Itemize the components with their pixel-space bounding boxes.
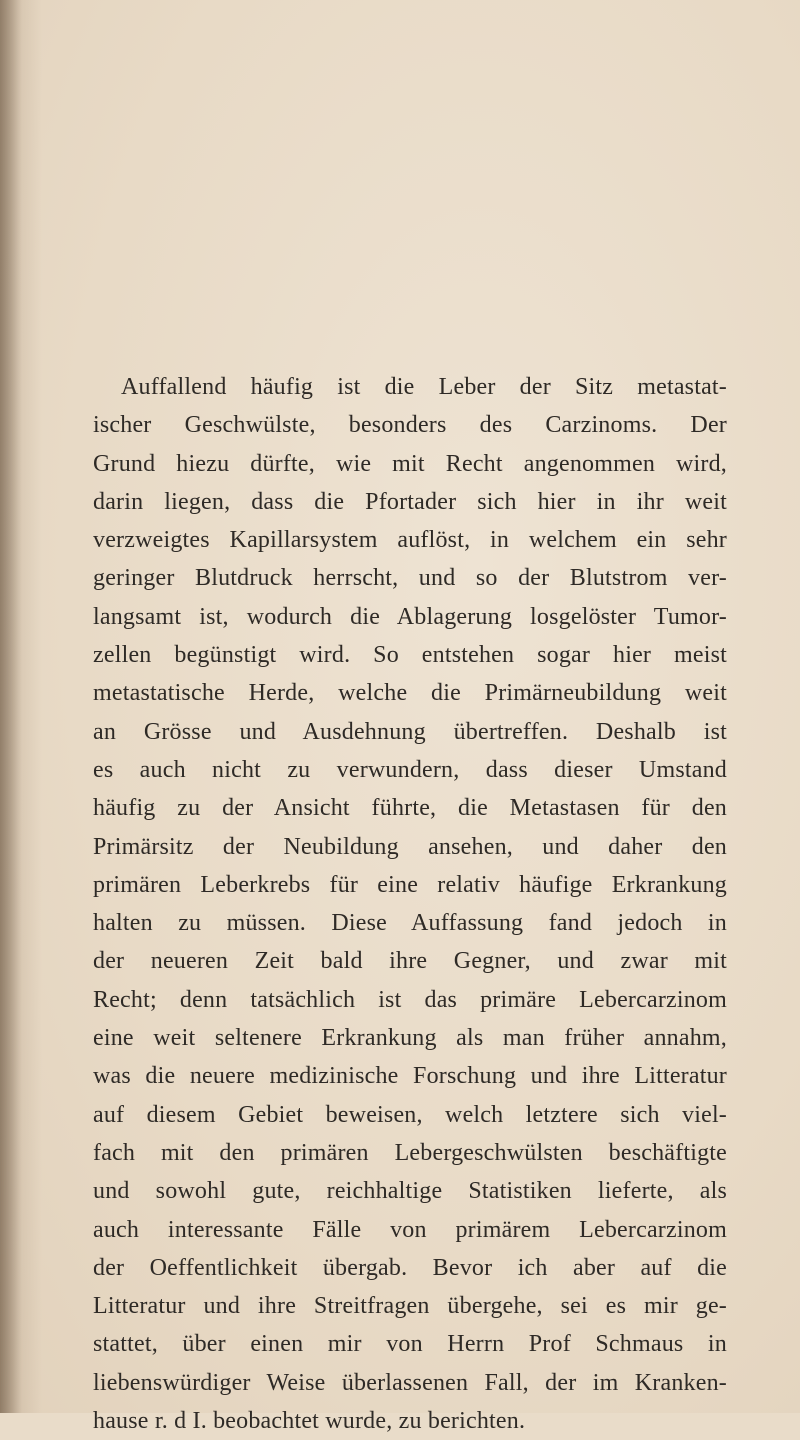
text-line: häufig zu der Ansicht führte, die Metastasen für den (93, 795, 727, 822)
text-line: es auch nicht zu verwundern, dass dieser Umstand (93, 756, 727, 783)
text-line: Auffallend häufig ist die Leber der Sitz metastat- (121, 374, 727, 400)
body-paragraph (93, 368, 727, 1440)
text-line: metastatische Herde, welche die Primärneubildung weit (93, 680, 727, 707)
text-line: primären Leberkrebs für eine relativ häufige Erkrankung (93, 871, 727, 898)
text-line: zellen begünstigt wird. So entstehen sogar hier meist (93, 642, 727, 669)
text-line: Recht; denn tatsächlich ist das primäre Lebercarzinom (93, 986, 727, 1013)
text-line: stattet, über einen mir von Herrn Prof Schmaus in (93, 1331, 727, 1358)
text-line: der neueren Zeit bald ihre Gegner, und zwar mit (93, 948, 727, 975)
text-line: der Oeffentlichkeit übergab. Bevor ich aber auf die (93, 1254, 727, 1281)
text-line: auch interessante Fälle von primärem Lebercarzinom (93, 1216, 727, 1243)
text-line: Primärsitz der Neubildung ansehen, und daher den (93, 833, 727, 860)
text-line: darin liegen, dass die Pfortader sich hier in ihr weit (93, 488, 727, 515)
text-line: langsamt ist, wodurch die Ablagerung losgelöster Tumor- (93, 603, 727, 630)
text-line: verzweigtes Kapillarsystem auflöst, in welchem ein sehr (93, 527, 727, 554)
text-line: Litteratur und ihre Streitfragen übergehe, sei es mir ge- (93, 1293, 727, 1320)
text-line: und sowohl gute, reichhaltige Statistiken lieferte, als (93, 1178, 727, 1205)
page-binding-shadow (0, 0, 22, 1413)
text-line: liebenswürdiger Weise überlassenen Fall, der im Kranken- (93, 1369, 727, 1396)
text-line: Grund hiezu dürfte, wie mit Recht angenommen wird, (93, 450, 727, 477)
text-line: auf diesem Gebiet beweisen, welch letztere sich viel- (93, 1101, 727, 1128)
text-line: ischer Geschwülste, besonders des Carzinoms. Der (93, 412, 727, 439)
text-line: was die neuere medizinische Forschung und ihre Litteratur (93, 1063, 727, 1090)
text-line: halten zu müssen. Diese Auffassung fand jedoch in (93, 910, 727, 937)
text-line: fach mit den primären Lebergeschwülsten beschäftigte (93, 1139, 727, 1166)
text-line: hause r. d I. beobachtet wurde, zu berichten. (93, 1408, 526, 1435)
text-line: eine weit seltenere Erkrankung als man früher annahm, (93, 1025, 727, 1052)
text-line: geringer Blutdruck herrscht, und so der Blutstrom ver- (93, 565, 727, 592)
text-line: an Grösse und Ausdehnung übertreffen. Deshalb ist (93, 718, 727, 745)
